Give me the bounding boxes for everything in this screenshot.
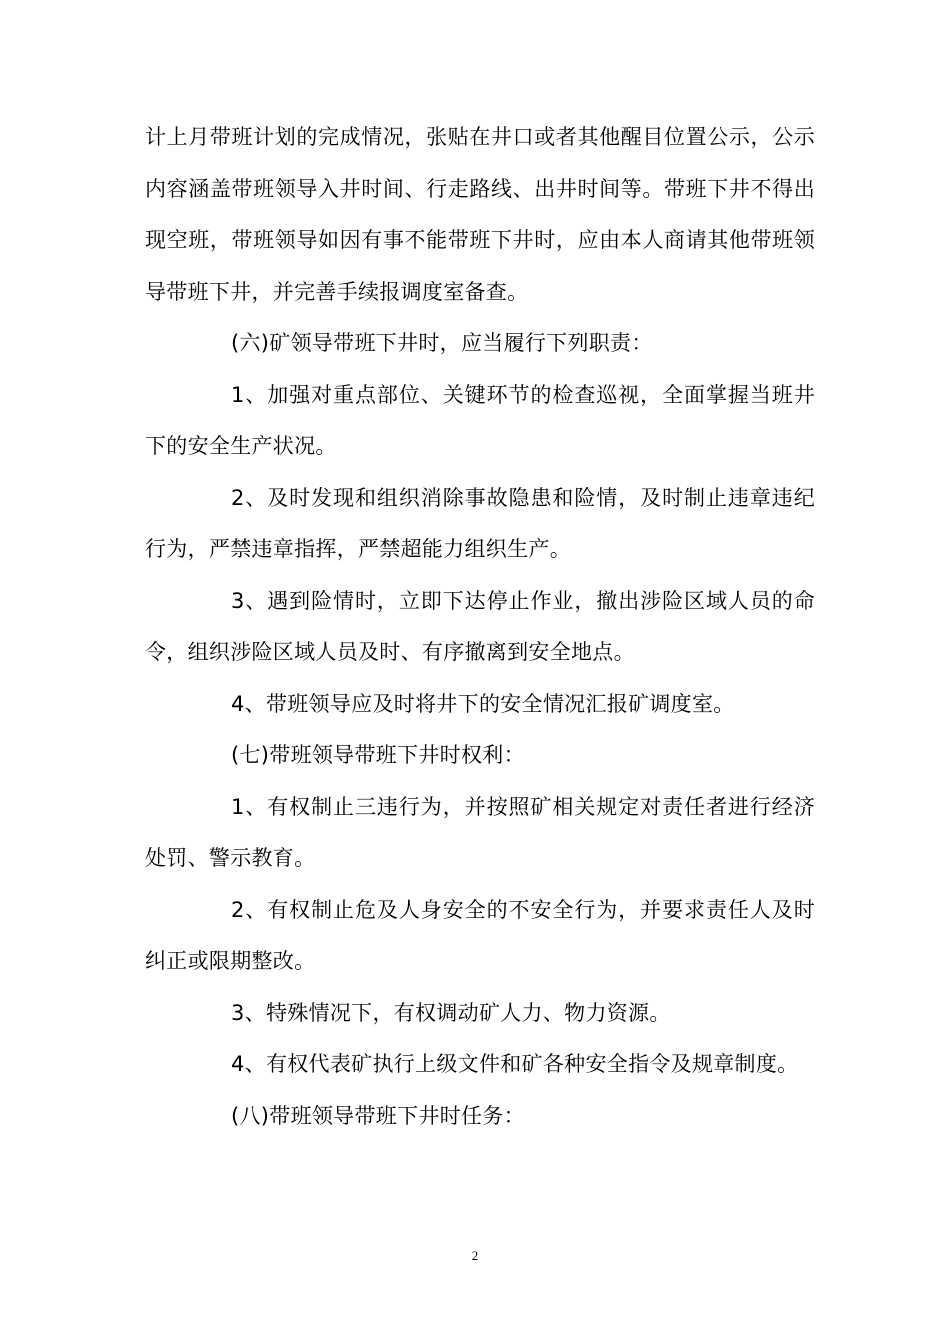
right-item-3: 3、特殊情况下，有权调动矿人力、物力资源。 [231,1000,671,1025]
document-body [145,112,815,1142]
duty-item-3: 3、遇到险情时，立即下达停止作业，撤出涉险区域人员的命令，组织涉险区域人员及时、有序撤离到安全地点。 [145,588,815,664]
duty-item-4: 4、带班领导应及时将井下的安全情况汇报矿调度室。 [231,691,735,716]
section-heading-seven: (七)带班领导带班下井时权利： [231,743,525,767]
paragraph-continuation: 计上月带班计划的完成情况，张贴在井口或者其他醒目位置公示，公示内容涵盖带班领导入井时间、行走路线、出井时间等。带班下井不得出现空班，带班领导如因有事不能带班下井时，应由本人商请其他带班领导带班下井，并完善手续报调度室备查。 [145,125,815,304]
section-heading-eight: (八)带班领导带班下井时任务： [231,1103,525,1128]
right-item-2: 2、有权制止危及人身安全的不安全行为，并要求责任人及时纠正或限期整改。 [145,897,815,973]
section-heading-six: (六)矿领导带班下井时，应当履行下列职责： [231,331,653,355]
page-number: 2 [471,1248,479,1263]
right-item-1: 1、有权制止三违行为，并按照矿相关规定对责任者进行经济处罚、警示教育。 [145,794,815,870]
duty-item-1: 1、加强对重点部位、关键环节的检查巡视，全面掌握当班井下的安全生产状况。 [145,382,815,458]
right-item-4: 4、有权代表矿执行上级文件和矿各种安全指令及规章制度。 [231,1052,799,1076]
duty-item-2: 2、及时发现和组织消除事故隐患和险情，及时制止违章违纪行为，严禁违章指挥，严禁超能力组织生产。 [145,485,815,561]
